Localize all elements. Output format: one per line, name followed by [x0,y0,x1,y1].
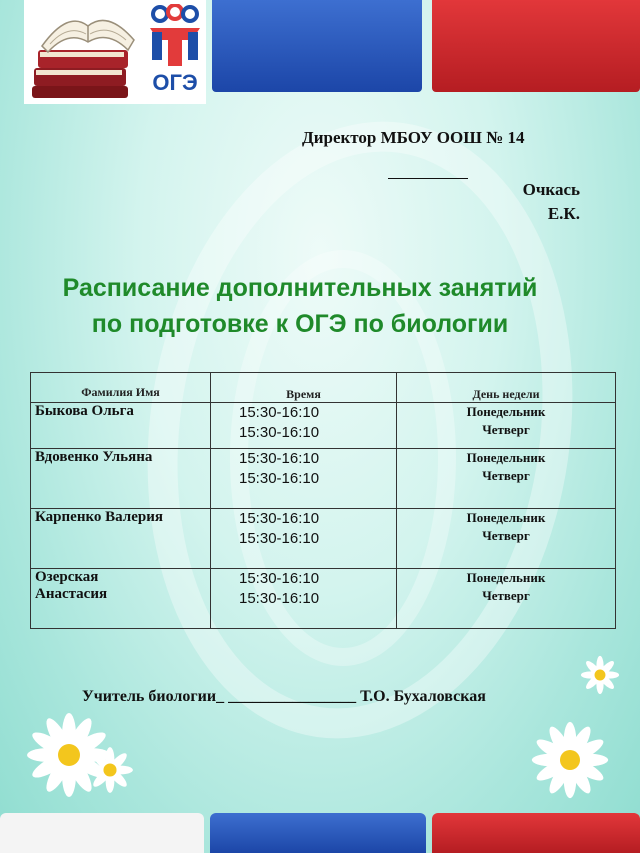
time-slot-2: 15:30-16:10 [239,470,320,487]
day-2: Четверг [482,422,530,437]
teacher-signature: Учитель биологии_ ________________ Т.О. Бухаловская [82,688,486,705]
oge-logo-text: ОГЭ [152,70,198,95]
cell-name [31,509,211,569]
director-surname: Очкась [522,180,580,199]
daisy-tiny-icon [575,650,625,700]
student-name-line-1: Озерская [35,569,99,585]
cell-time [211,449,397,509]
bottom-banner [0,813,640,853]
top-banner [0,0,640,105]
header-day: День недели [397,373,616,403]
header-time: Время [211,373,397,403]
table-row [31,403,616,449]
cell-time [211,569,397,629]
cell-day [397,403,616,449]
cell-time [211,403,397,449]
table-row [31,449,616,509]
books-icon [28,6,140,102]
time-slot-2: 15:30-16:10 [239,424,320,441]
day-2: Четверг [482,468,530,483]
white-strip [0,813,204,853]
page-title [0,270,600,342]
student-name: Вдовенко Ульяна [35,449,153,465]
day-1: Понедельник [466,510,546,525]
time-slot-1: 15:30-16:10 [239,570,320,587]
oge-emblem [144,4,206,100]
director-name [500,178,580,226]
logo-panel [24,0,206,104]
red-strip [432,813,640,853]
header-name: Фамилия Имя [31,373,211,403]
time-slot-1: 15:30-16:10 [239,404,320,421]
daisy-right-icon [520,710,620,810]
time-slot-1: 15:30-16:10 [239,510,320,527]
schedule-table [30,372,616,629]
director-signature-line [388,178,468,179]
student-name: Быкова Ольга [35,403,134,419]
time-slot-1: 15:30-16:10 [239,450,320,467]
cell-day [397,569,616,629]
cell-name [31,569,211,629]
day-1: Понедельник [466,404,546,419]
time-slot-2: 15:30-16:10 [239,530,320,547]
red-strip [432,0,640,92]
cell-time [211,509,397,569]
day-2: Четверг [482,528,530,543]
daisy-small-icon [80,740,140,800]
title-line-2: по подготовке к ОГЭ по биологии [91,310,509,338]
blue-strip [212,0,422,92]
blue-strip [210,813,426,853]
oge-figures-icon [144,4,206,74]
cell-day [397,509,616,569]
day-1: Понедельник [466,570,546,585]
table-row [31,509,616,569]
cell-name [31,449,211,509]
time-slot-2: 15:30-16:10 [239,590,320,607]
director-title: Директор МБОУ ООШ № 14 [302,128,525,147]
table-header-row [31,373,616,403]
title-line-1: Расписание дополнительных занятий [62,274,538,302]
day-2: Четверг [482,588,530,603]
director-initials: Е.К. [547,204,580,223]
cell-day [397,449,616,509]
day-1: Понедельник [466,450,546,465]
student-name-line-2: Анастасия [35,586,108,602]
table-row [31,569,616,629]
cell-name [31,403,211,449]
student-name: Карпенко Валерия [35,509,163,525]
